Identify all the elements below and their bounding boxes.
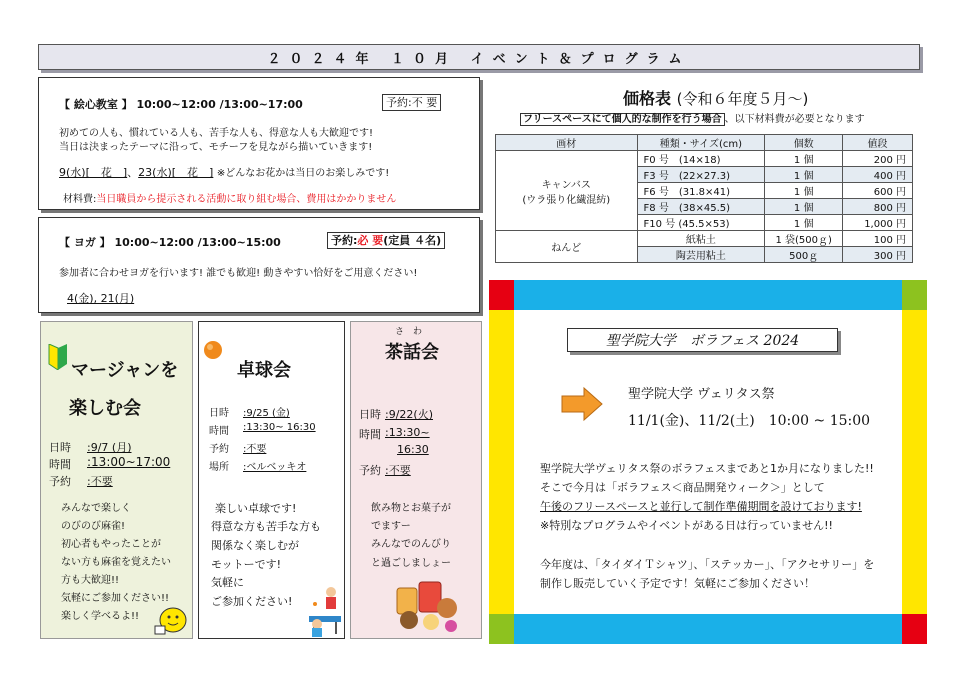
volafes-p5: 今年度は、「タイダイＴシャツ」、「ステッカー」、「アクセサリー」を xyxy=(540,558,875,571)
volafes-corner xyxy=(902,614,927,644)
price-table xyxy=(495,134,913,263)
pingpong-place-value: :ベルベッキオ xyxy=(243,462,307,473)
mahjong-date-label: 日時 xyxy=(49,441,71,454)
mahjong-desc-1: のびのび麻雀! xyxy=(61,521,126,532)
price-col-material: 画材 xyxy=(496,135,638,151)
tea-resv-label: 予約 xyxy=(359,464,381,477)
pingpong-desc-4: 気軽に xyxy=(211,576,244,589)
table-cell: F10 号 (45.5×53) xyxy=(637,215,765,231)
drawing-reservation: 予約:不 要 xyxy=(382,94,441,111)
mahjong-desc-3: ない方も麻雀を覚えたい xyxy=(61,557,171,568)
yoga-reservation xyxy=(327,232,445,249)
table-cell: 1 個 xyxy=(765,215,843,231)
volafes-stripe-right xyxy=(902,280,927,644)
pingpong-resv-value: :不要 xyxy=(243,444,267,455)
price-table-header xyxy=(496,135,913,151)
table-cell: F0 号 (14×18) xyxy=(637,151,765,167)
yoga-dates: 4(金), 21(月) xyxy=(67,292,135,305)
table-cell: F3 号 (22×27.3) xyxy=(637,167,765,183)
ping-pong-ball-icon xyxy=(203,340,223,360)
volafes-p4: ※特別なプログラムやイベントがある日は行っていません!! xyxy=(540,519,833,532)
table-cell: 1 個 xyxy=(765,183,843,199)
table-cell: 400 円 xyxy=(843,167,913,183)
volafes-corner xyxy=(489,280,514,310)
tea-desc-0: 飲み物とお菓子が xyxy=(371,503,451,514)
volafes-p1: 聖学院大学ヴェリタス祭のボラフェスまであと1か月になりました!! xyxy=(540,462,874,475)
mahjong-box xyxy=(40,321,193,639)
table-cell: 1 個 xyxy=(765,167,843,183)
mahjong-character-icon xyxy=(153,604,189,636)
pingpong-title: 卓球会 xyxy=(237,360,291,381)
canvas-label-2: (ウラ張り化繊混紡) xyxy=(522,194,611,206)
page-title-bar xyxy=(38,44,920,70)
tea-date-value: :9/22(火) xyxy=(385,408,433,421)
pingpong-desc-3: モットーです! xyxy=(211,558,282,571)
volafes-stripe-left xyxy=(489,280,514,644)
drawing-date-note: ※どんなお花かは当日のお楽しみです! xyxy=(216,168,390,179)
table-cell: 300 円 xyxy=(843,247,913,263)
table-cell: 600 円 xyxy=(843,183,913,199)
price-note-rest: 、以下材料費が必要となります xyxy=(724,114,865,125)
table-row xyxy=(496,231,913,247)
tea-title: 茶話会 xyxy=(385,342,439,363)
table-cell: 200 円 xyxy=(843,151,913,167)
volafes-stripe-bottom xyxy=(489,614,927,644)
price-note xyxy=(520,110,865,125)
price-note-highlight: フリースペースにて個人的な制作を行う場合 xyxy=(520,113,725,126)
pingpong-desc-1: 得意な方も苦手な方も xyxy=(211,520,321,533)
price-subtitle: (令和６年度５月～) xyxy=(676,90,809,108)
table-row xyxy=(496,151,913,167)
pingpong-date-label: 日時 xyxy=(209,408,229,419)
table-cell: 1 個 xyxy=(765,151,843,167)
mahjong-desc-2: 初心者もやったことが xyxy=(61,539,161,550)
yoga-title: 【 ヨガ 】 10:00~12:00 /13:00~15:00 xyxy=(59,236,281,249)
mahjong-date-value: :9/7 (月) xyxy=(87,441,132,454)
price-title xyxy=(623,86,808,109)
pingpong-time-label: 時間 xyxy=(209,426,229,437)
pingpong-time-value: :13:30~ 16:30 xyxy=(243,422,316,433)
canvas-label xyxy=(496,151,638,231)
table-cell: 紙粘土 xyxy=(637,231,765,247)
drawing-desc-2: 当日は決まったテーマに沿って、モチーフを見ながら描いていきます! xyxy=(59,142,373,153)
volafes-corner xyxy=(489,614,514,644)
price-title-text: 価格表 xyxy=(623,89,672,108)
mahjong-resv-value: :不要 xyxy=(87,475,113,488)
volafes-corner xyxy=(902,280,927,310)
pingpong-desc-0: 楽しい卓球です! xyxy=(215,502,297,515)
mahjong-desc-6: 楽しく学べるよ!! xyxy=(61,611,140,622)
mahjong-resv-label: 予約 xyxy=(49,475,71,488)
drawing-dates xyxy=(59,164,389,180)
page-title: ２０２４年 １０月 イベント＆プログラム xyxy=(267,51,691,67)
yoga-desc: 参加者に合わせヨガを行います! 誰でも歓迎! 動きやすい恰好をご用意ください! xyxy=(59,268,418,279)
drawing-title: 【 絵心教室 】 10:00~12:00 /13:00~17:00 xyxy=(59,98,303,111)
drawing-fee-label: 材料費: xyxy=(63,194,97,205)
volafes-festival: 聖学院大学 ヴェリタス祭 xyxy=(628,387,775,402)
clay-label: ねんど xyxy=(496,231,638,263)
pingpong-date-value: :9/25 (金) xyxy=(243,408,290,419)
pingpong-desc-2: 関係なく楽しむが xyxy=(211,539,299,552)
table-cell: F8 号 (38×45.5) xyxy=(637,199,765,215)
table-cell: 500ｇ xyxy=(765,247,843,263)
yoga-resv-value: 必 要 xyxy=(357,234,384,247)
tea-time-value-2: 16:30 xyxy=(397,443,429,456)
price-col-price: 値段 xyxy=(843,135,913,151)
mahjong-time-label: 時間 xyxy=(49,458,71,471)
drawing-fee xyxy=(63,190,396,205)
tea-desc-3: と過ごしましょー xyxy=(371,558,451,569)
pingpong-desc-5: ご参加ください! xyxy=(211,595,293,608)
tea-ruby: さ わ xyxy=(395,327,423,337)
ping-pong-players-icon xyxy=(307,584,343,638)
yoga-resv-suffix: (定員 ４名) xyxy=(383,234,442,247)
drawing-class-box xyxy=(38,77,480,210)
mahjong-title-1: マージャンを xyxy=(71,360,179,381)
tea-desc-2: みんなでのんびり xyxy=(371,539,451,550)
tea-time-label: 時間 xyxy=(359,428,381,441)
pingpong-place-label: 場所 xyxy=(209,462,229,473)
tea-resv-value: :不要 xyxy=(385,464,411,477)
pingpong-box xyxy=(198,321,345,639)
mahjong-desc-4: 方も大歓迎!! xyxy=(61,575,120,586)
beginner-mark-icon xyxy=(47,344,69,370)
tea-time-value-1: :13:30~ xyxy=(385,426,430,439)
drawing-date-sep: 、 xyxy=(127,166,139,179)
price-col-size: 種類・サイズ(cm) xyxy=(637,135,765,151)
volafes-heading: 聖学院大学 ボラフェス 2024 xyxy=(567,328,838,352)
drawing-fee-text: 当日職員から提示される活動に取り組む場合、費用はかかりません xyxy=(96,194,397,205)
yoga-resv-prefix: 予約: xyxy=(331,234,358,247)
price-col-qty: 個数 xyxy=(765,135,843,151)
drawing-date-1: 9(水)[ 花 ] xyxy=(59,166,128,179)
table-cell: 800 円 xyxy=(843,199,913,215)
volafes-dates: 11/1(金)、11/2(土) 10:00 ~ 15:00 xyxy=(628,413,871,429)
volafes-stripe-top xyxy=(489,280,927,310)
volafes-p3: 午後のフリースペースと並行して制作準備期間を設けております! xyxy=(540,500,862,513)
mahjong-title-2: 楽しむ会 xyxy=(69,398,141,419)
mahjong-desc-0: みんなで楽しく xyxy=(61,503,131,514)
table-cell: 陶芸用粘土 xyxy=(637,247,765,263)
mahjong-desc-5: 気軽にご参加ください!! xyxy=(61,593,170,604)
pingpong-resv-label: 予約 xyxy=(209,444,229,455)
table-cell: 1,000 円 xyxy=(843,215,913,231)
canvas-label-1: キャンバス xyxy=(541,179,591,191)
table-cell: 1 袋(500ｇ) xyxy=(765,231,843,247)
table-cell: 1 個 xyxy=(765,199,843,215)
table-cell: 100 円 xyxy=(843,231,913,247)
mahjong-time-value: :13:00~17:00 xyxy=(87,455,171,469)
table-cell: F6 号 (31.8×41) xyxy=(637,183,765,199)
drawing-desc-1: 初めての人も、慣れている人も、苦手な人も、得意な人も大歓迎です! xyxy=(59,128,374,139)
arrow-right-icon xyxy=(560,386,604,422)
tea-date-label: 日時 xyxy=(359,408,381,421)
yoga-box xyxy=(38,217,480,313)
drawing-date-2: 23(水)[ 花 ] xyxy=(138,166,214,179)
volafes-p6: 制作し販売していく予定です！気軽にご参加ください！ xyxy=(540,577,815,590)
tea-box xyxy=(350,321,482,639)
tea-desc-1: でますー xyxy=(371,521,411,532)
volafes-p2: そこで今月は「ボラフェス＜商品開発ウィーク＞」として xyxy=(540,481,825,494)
snacks-icon xyxy=(391,574,465,634)
